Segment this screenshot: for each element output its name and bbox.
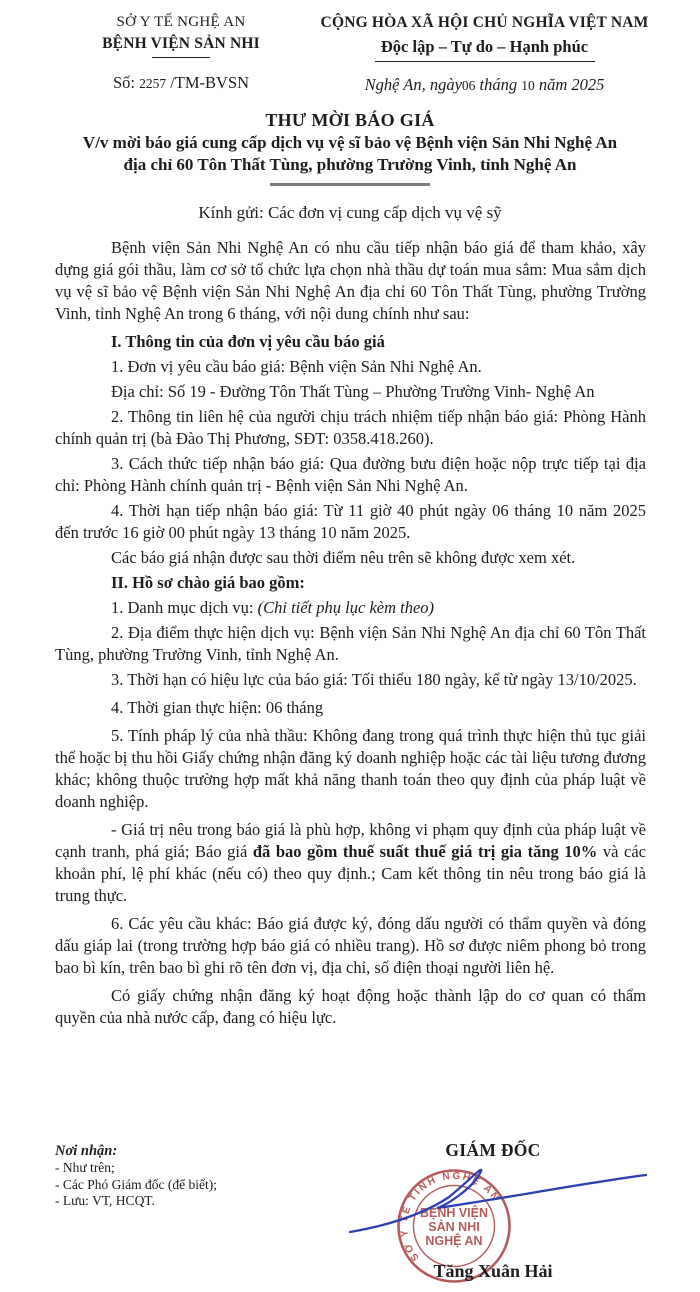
document-number bbox=[55, 73, 307, 93]
document-title: THƯ MỜI BÁO GIÁ bbox=[265, 110, 435, 130]
date-month: 10 bbox=[521, 78, 535, 93]
section2-item: 5. Tính pháp lý của nhà thầu: Không đang trong quá trình thực hiện thủ tục giải thể hoặc bị thu hồi Giấy chứng nhận đăng ký doanh nghiệp hoặc các tài liệu tương đương khác; không thuộc trường hợp mất khả năng thanh toán theo quy định của pháp luật về doanh nghiệp. bbox=[55, 726, 646, 811]
handwritten-signature bbox=[328, 1156, 668, 1251]
recipients-block bbox=[55, 1143, 217, 1210]
closing-paragraph: Có giấy chứng nhận đăng ký hoạt động hoặc thành lập do cơ quan có thẩm quyền của nhà nước cấp, đang có hiệu lực. bbox=[55, 986, 646, 1027]
date-year: năm 2025 bbox=[538, 75, 605, 94]
vat-pre: - Giá trị nêu trong báo giá là phù hợp, không vi phạm quy định của pháp luật về cạnh tranh, phá giá; Báo giá bbox=[55, 820, 646, 861]
document-subtitle-line1: V/v mời báo giá cung cấp dịch vụ vệ sĩ bảo vệ Bệnh viện Sản Nhi Nghệ An bbox=[82, 133, 618, 152]
doc-no-suffix: /TM-BVSN bbox=[170, 73, 250, 92]
date-line bbox=[307, 75, 662, 95]
section2-item bbox=[55, 597, 646, 619]
date-place: Nghệ An, ngày bbox=[364, 75, 462, 94]
salutation: Kính gửi: Các đơn vị cung cấp dịch vụ vệ sỹ bbox=[198, 203, 502, 222]
section1-item: 1. Đơn vị yêu cầu báo giá: Bệnh viện Sản Nhi Nghệ An. bbox=[111, 357, 482, 376]
stamp-ring-text: SỞ Y TẾ TỈNH NGHỆ AN bbox=[398, 1170, 502, 1263]
section2-item1-text: 1. Danh mục dịch vụ: bbox=[111, 598, 258, 617]
org-name: BỆNH VIỆN SẢN NHI bbox=[102, 35, 260, 52]
section2-item: 6. Các yêu cầu khác: Báo giá được ký, đóng dấu người có thẩm quyền và đóng dấu giáp lai (trong trường hợp báo giá có nhiều trang). Hồ sơ được niêm phong bỏ trong bao bì kín, trên bao bì ghi rõ tên đơn vị, địa chỉ, số điện thoại người liên hệ. bbox=[55, 914, 646, 977]
date-mid: tháng bbox=[479, 75, 518, 94]
section2-vat-paragraph bbox=[55, 819, 646, 907]
vat-post: và các khoản phí, lệ phí khác (nếu có) theo quy định.; Cam kết thông tin nêu trong báo giá là trung thực. bbox=[55, 842, 646, 905]
signer-name: Tăng Xuân Hải bbox=[433, 1261, 553, 1281]
section1-note: Các báo giá nhận được sau thời điểm nêu trên sẽ không được xem xét. bbox=[111, 548, 576, 567]
section2-item: 3. Thời hạn có hiệu lực của báo giá: Tối thiểu 180 ngày, kể từ ngày 13/10/2025. bbox=[111, 670, 637, 689]
date-day: 06 bbox=[461, 78, 476, 93]
org-parent-name: SỞ Y TẾ NGHỆ AN bbox=[116, 14, 246, 30]
section1-item: 3. Cách thức tiếp nhận báo giá: Qua đường bưu điện hoặc nộp trực tiếp tại địa chỉ: Phòng Hành chính quản trị - Bệnh viện Sản Nhi Nghệ An. bbox=[55, 454, 646, 495]
vat-bold: đã bao gồm thuế suất thuế giá trị gia tăng 10% bbox=[252, 842, 598, 861]
section1-item: 4. Thời hạn tiếp nhận báo giá: Từ 11 giờ 40 phút ngày 06 tháng 10 năm 2025 đến trước 16 giờ 00 phút ngày 13 tháng 10 năm 2025. bbox=[55, 501, 646, 542]
recipient-item: - Như trên; bbox=[55, 1160, 115, 1175]
national-motto-block bbox=[307, 14, 662, 95]
stamp-center-line2: SẢN NHI bbox=[428, 1220, 480, 1234]
doc-no-value: 2257 bbox=[139, 76, 167, 91]
doc-no-label: Số: bbox=[112, 73, 135, 92]
recipients-label: Nơi nhận: bbox=[55, 1143, 118, 1159]
title-divider bbox=[270, 183, 430, 186]
recipient-item: - Các Phó Giám đốc (để biết); bbox=[55, 1176, 217, 1192]
motto-underline bbox=[375, 61, 595, 62]
section1-item: Địa chỉ: Số 19 - Đường Tôn Thất Tùng – Phường Trường Vinh- Nghệ An bbox=[111, 382, 595, 401]
section2-item: 4. Thời gian thực hiện: 06 tháng bbox=[111, 698, 324, 717]
recipient-item: - Lưu: VT, HCQT. bbox=[55, 1193, 155, 1208]
document-subtitle-line2: địa chỉ 60 Tôn Thất Tùng, phường Trường Vinh, tỉnh Nghệ An bbox=[123, 155, 577, 174]
national-motto: Độc lập – Tự do – Hạnh phúc bbox=[380, 37, 589, 56]
signer-title: GIÁM ĐỐC bbox=[445, 1140, 541, 1160]
letterhead bbox=[0, 0, 700, 95]
document-title-block bbox=[0, 110, 700, 186]
stamp-center-line1: BỆNH VIỆN bbox=[419, 1206, 489, 1220]
document-body bbox=[0, 223, 700, 1029]
section2-item: 2. Địa điểm thực hiện dịch vụ: Bệnh viện Sản Nhi Nghệ An địa chỉ 60 Tôn Thất Tùng, phường Trường Vinh, tỉnh Nghệ An. bbox=[55, 623, 646, 664]
org-underline bbox=[152, 57, 210, 58]
national-title: CỘNG HÒA XÃ HỘI CHỦ NGHĨA VIỆT NAM bbox=[320, 14, 649, 31]
issuing-org-block bbox=[55, 14, 307, 95]
stamp-center-line3: NGHỆ AN bbox=[425, 1234, 483, 1248]
section1-heading: I. Thông tin của đơn vị yêu cầu báo giá bbox=[111, 332, 385, 351]
section2-heading: II. Hồ sơ chào giá bao gồm: bbox=[111, 573, 305, 592]
section2-item1-note: (Chi tiết phụ lục kèm theo) bbox=[257, 598, 435, 617]
section1-item: 2. Thông tin liên hệ của người chịu trách nhiệm tiếp nhận báo giá: Phòng Hành chính quản trị (bà Đào Thị Phương, SĐT: 0358.418.260). bbox=[55, 407, 646, 448]
intro-paragraph: Bệnh viện Sản Nhi Nghệ An có nhu cầu tiếp nhận báo giá để tham khảo, xây dựng giá gói thầu, làm cơ sở tổ chức lựa chọn nhà thầu dự toán mua sắm: Mua sắm dịch vụ vệ sĩ bảo vệ Bệnh viện Sản Nhi Nghệ An địa chỉ 60 Tôn Thất Tùng, phường Trường Vinh, tỉnh Nghệ An trong 6 tháng, với nội dung chính như sau: bbox=[55, 238, 646, 323]
